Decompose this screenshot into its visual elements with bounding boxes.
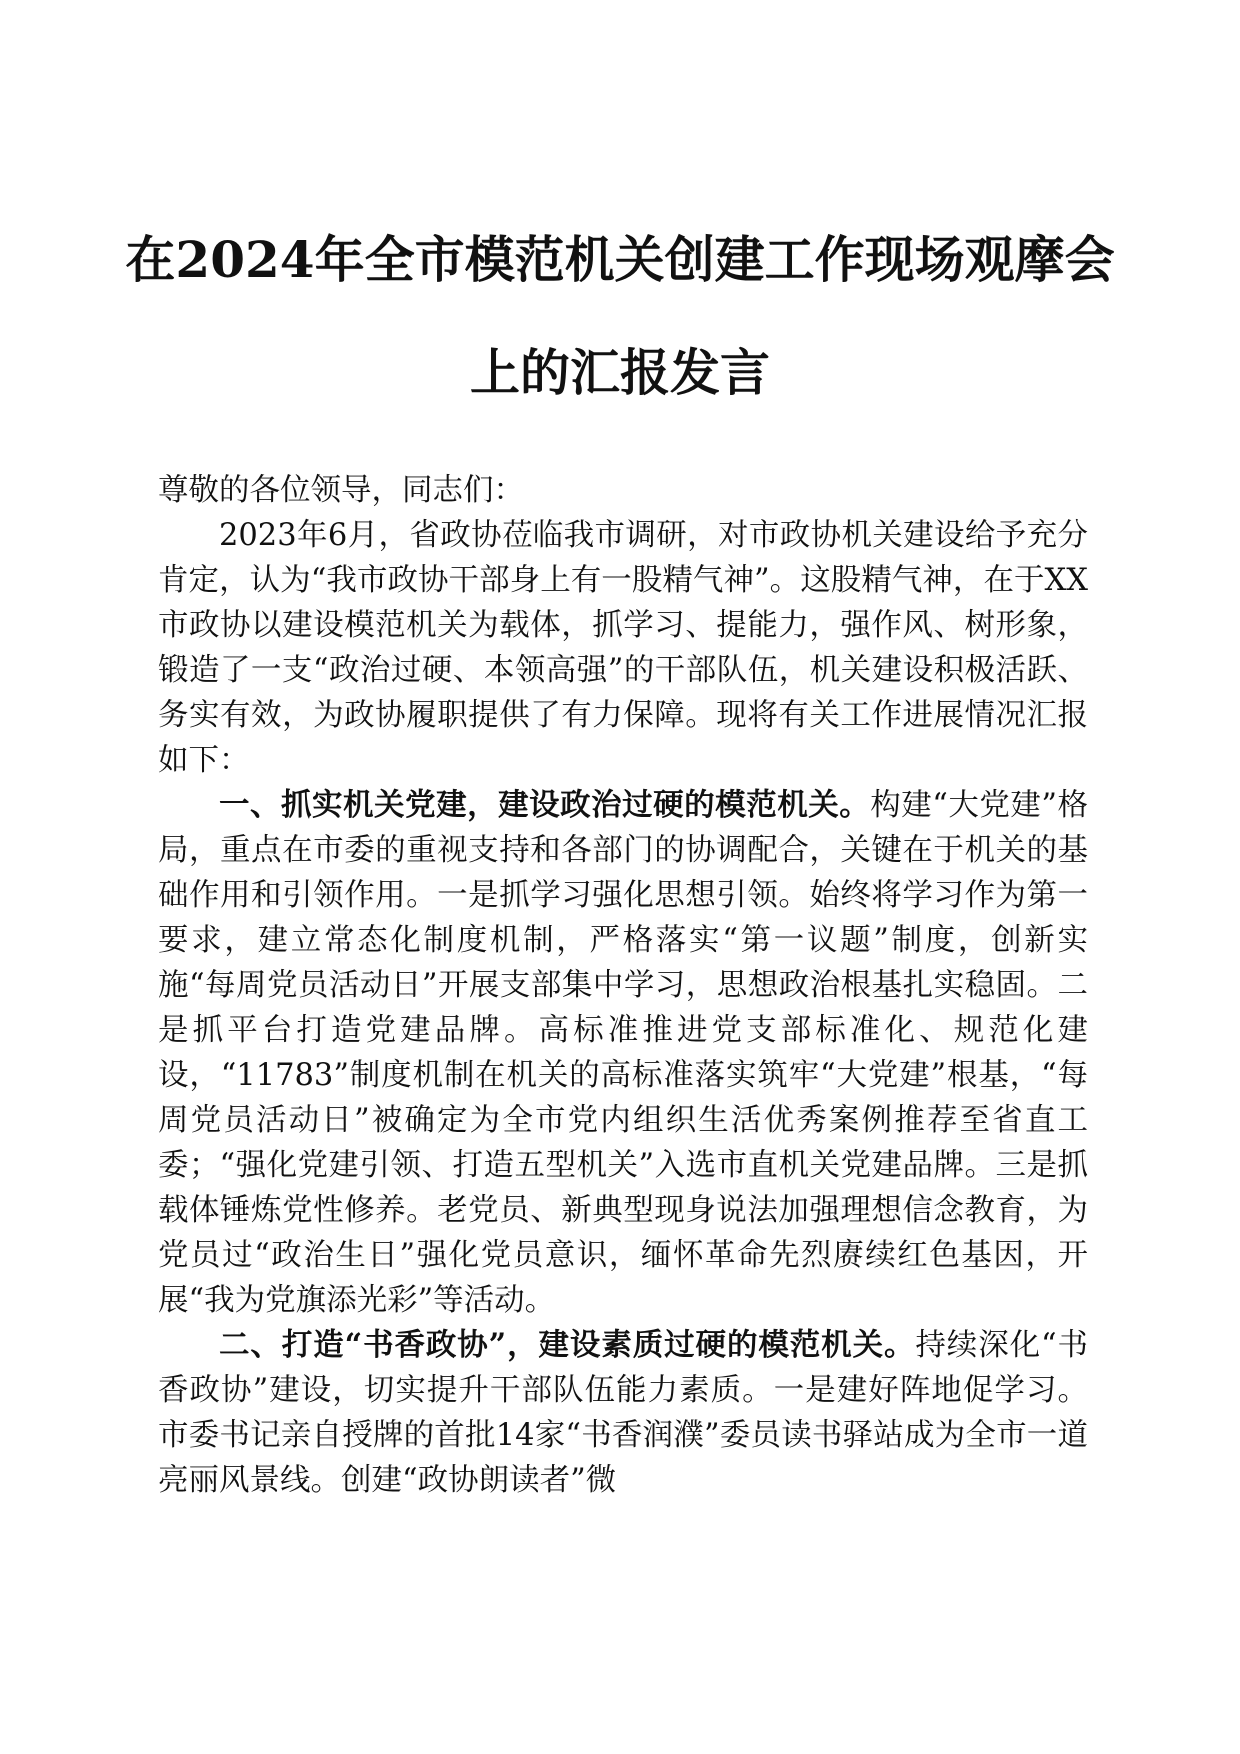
- paragraph-section-2: [158, 1323, 1088, 1503]
- salutation: 尊敬的各位领导，同志们：: [158, 473, 524, 508]
- section-2-text: 持续深化“书香政协”建设，切实提升干部队伍能力素质。一是建好阵地促学习。市委书记亲自授牌的首批14家“书香润濮”委员读书驿站成为全市一道亮丽风景线。创建“政协朗读者”微: [158, 1328, 1089, 1498]
- section-2-heading: 二、打造“书香政协”，建设素质过硬的模范机关。: [219, 1327, 916, 1363]
- document-title-line-1: 在2024年全市模范机关创建工作现场观摩会: [125, 230, 1115, 289]
- document-title-line-2: 上的汇报发言: [470, 343, 770, 402]
- section-1-text: 构建“大党建”格局，重点在市委的重视支持和各部门的协调配合，关键在于机关的基础作用和引领作用。一是抓学习强化思想引领。始终将学习作为第一要求，建立常态化制度机制，严格落实“第一议题”制度，创新实施“每周党员活动日”开展支部集中学习，思想政治根基扎实稳固。二是抓平台打造党建品牌。高标准推进党支部标准化、规范化建设，“11783”制度机制在机关的高标准落实筑牢“大党建”根基，“每周党员活动日”被确定为全市党内组织生活优秀案例推荐至省直工委；“强化党建引领、打造五型机关”入选市直机关党建品牌。三是抓载体锤炼党性修养。老党员、新典型现身说法加强理想信念教育，为党员过“政治生日”强化党员意识，缅怀革命先烈赓续红色基因，开展“我为党旗添光彩”等活动。: [158, 788, 1088, 1318]
- document-body: [158, 468, 1088, 1503]
- section-1-heading: 一、抓实机关党建，建设政治过硬的模范机关。: [219, 787, 871, 823]
- paragraph-section-1: [158, 783, 1088, 1323]
- paragraph-intro: [158, 513, 1088, 783]
- paragraph-intro-text: 2023年6月，省政协莅临我市调研，对市政协机关建设给予充分肯定，认为“我市政协干部身上有一股精气神”。这股精气神，在于XX市政协以建设模范机关为载体，抓学习、提能力，强作风、树形象，锻造了一支“政治过硬、本领高强”的干部队伍，机关建设积极活跃、务实有效，为政协履职提供了有力保障。现将有关工作进展情况汇报如下：: [158, 518, 1088, 778]
